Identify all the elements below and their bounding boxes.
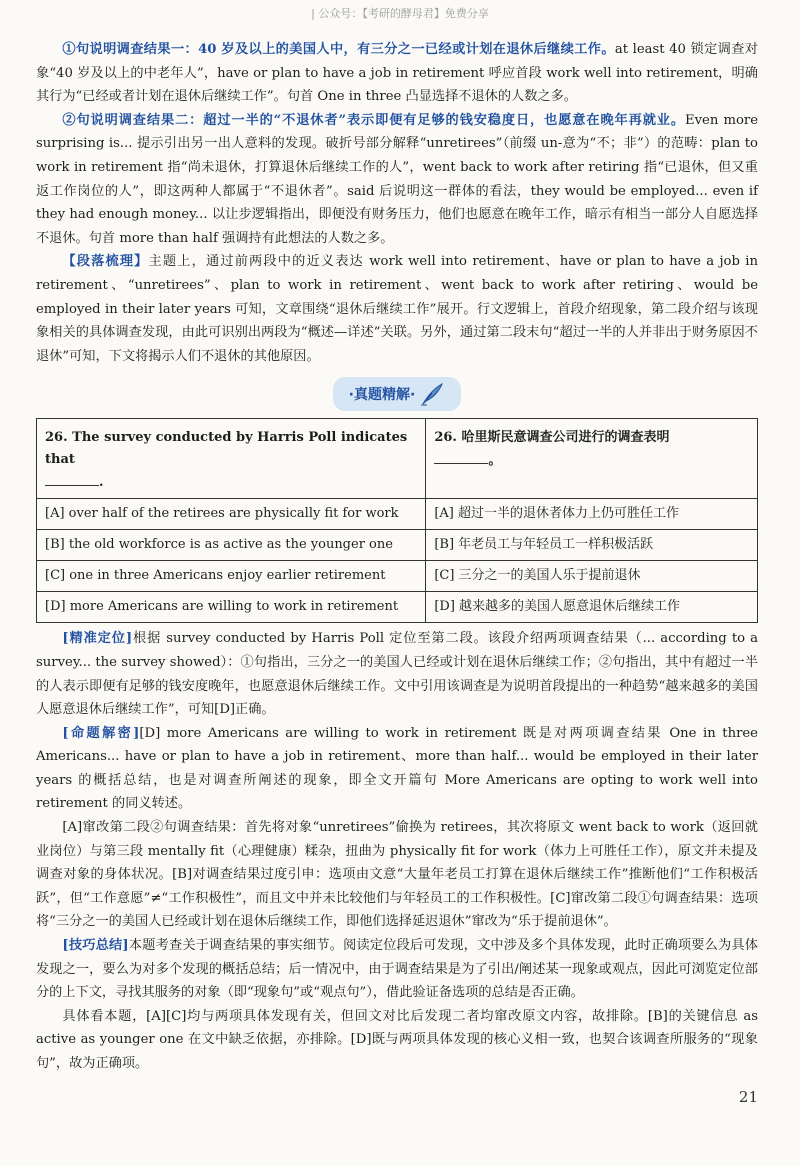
question-stem-row xyxy=(37,419,758,499)
distractor-analysis xyxy=(36,816,758,934)
option-row-a xyxy=(37,499,758,530)
page-number: 21 xyxy=(738,1088,758,1106)
skill-summary xyxy=(36,934,758,1005)
stem-en: 26. The survey conducted by Harris Poll indicates that xyxy=(45,430,408,468)
precise-location xyxy=(36,627,758,721)
skill-tag: [技巧总结] xyxy=(62,938,129,954)
option-c-en: [C] one in three Americans enjoy earlier retirement xyxy=(37,561,426,592)
page-content xyxy=(36,38,758,1076)
option-b-cn: [B] 年老员工与年轻员工一样积极活跃 xyxy=(426,530,758,561)
stem-cn: 26. 哈里斯民意调查公司进行的调查表明 xyxy=(434,430,670,446)
question-decode xyxy=(36,722,758,816)
option-b-en: [B] the old workforce is as active as the younger one xyxy=(37,530,426,561)
answer-blank xyxy=(45,471,99,486)
question-table xyxy=(36,418,758,623)
section-title-text: ·真题精解· xyxy=(348,387,416,404)
option-row-b xyxy=(37,530,758,561)
option-row-d xyxy=(37,592,758,623)
analysis-sentence-2 xyxy=(36,109,758,251)
paragraph-summary xyxy=(36,250,758,368)
conclusion-text: 具体看本题，[A][C]均与两项具体发现有关，但回文对比后发现二者均窜改原文内容，故排除。[B]的关键信息 as active as younger one 在文中缺乏依据，亦排除。[D]既与两项具体发现的核心义相一致，也契合该调查所服务的“现象句”，故为正确项。 xyxy=(36,1008,758,1071)
stem-en-end: . xyxy=(99,475,104,491)
section-title-wrap xyxy=(36,372,758,416)
location-tag: [精准定位] xyxy=(62,631,133,647)
option-a-cn: [A] 超过一半的退休者体力上仍可胜任工作 xyxy=(426,499,758,530)
option-d-en: [D] more Americans are willing to work in retirement xyxy=(37,592,426,623)
summary-tag: 【段落梳理】 xyxy=(62,254,149,270)
distractor-text: [A]窜改第二段②句调查结果：首先将对象“unretirees”偷换为 retirees，其次将原文 went back to work（返回就业岗位）与第三段 mentally fit（心理健康）糅杂，扭曲为 physically fit for work（体力上可胜任工作），原文并未提及调查对象的身体状况。[B]对调查结果过度引申：选项由文意“大量年老员工打算在退休后继续工作”推断他们“工作积极活跃”，但“工作意愿”≠“工作积极性”，而且文中并未比较他们与年轻员工的工作积极性。[C]窜改第二段①句调查结果：选项将“三分之一的美国人已经或计划在退休后继续工作，即他们选择延迟退休”窜改为“乐于提前退休”。 xyxy=(36,820,758,930)
decode-tag: [命题解密] xyxy=(62,725,140,741)
decode-text: [D] more Americans are willing to work in retirement 既是对两项调查结果 One in three Americans... have or plan to have a job in retirement、more than half... would be employed in their later years 的概括总结，也是对调查所阐述的现象，即全文开篇句 More Americans are opting to work well into retirement 的同义转述。 xyxy=(36,725,758,812)
quill-icon xyxy=(419,381,445,407)
option-row-c xyxy=(37,561,758,592)
location-text: 根据 survey conducted by Harris Poll 定位至第二段。该段介绍两项调查结果（... according to a survey... the survey showed）：①句指出，三分之一的美国人已经或计划在退休后继续工作；②句指出，其中有超过一半的人表示即便有足够的钱安度晚年，也愿意退休后继续工作。文中引用该调查是为说明首段提出的一种趋势“越来越多的美国人愿意退休后继续工作”，可知[D]正确。 xyxy=(36,631,759,718)
answer-blank-cn xyxy=(434,449,488,464)
sentence-2-text: Even more surprising is... 提示引出另一出人意料的发现。破折号部分解释“unretirees”（前缀 un-意为“不；非”）的范畴：plan to work in retirement 指“尚未退休，打算退休后继续工作的人”，went back to work after retiring 指“已退休，但又重返工作岗位的人”，即这两种人都属于“不退休者”。said 后说明这一群体的看法，they would be employed... even if they had enough money... 以让步逻辑指出，即便没有财务压力，他们也愿意在晚年工作，暗示有相当一部分人自愿选择不退休。句首 more than half 强调持有此想法的人数之多。 xyxy=(36,112,759,246)
summary-text: 主题上，通过前两段中的近义表达 work well into retirement、have or plan to have a job in retirement、“unretirees”、plan to work in retirement、went back to work after retiring、would be employed in their later years 可知，文章围绕“退休后继续工作”展开。行文逻辑上，首段介绍现象，第二段介绍与该现象相关的具体调查发现，由此可识别出两段为“概述—详述”关联。另外，通过第二段末句“超过一半的人并非出于财务原因不退休”可知，下文将揭示人们不退休的其他原因。 xyxy=(36,254,759,364)
sentence-1-lead: ①句说明调查结果一：40 岁及以上的美国人中，有三分之一已经或计划在退休后继续工作。 xyxy=(62,42,615,57)
conclusion xyxy=(36,1005,758,1076)
skill-text: 本题考查关于调查结果的事实细节。阅读定位段后可发现，文中涉及多个具体发现，此时正确项要么为具体发现之一，要么为对多个发现的概括总结；后一情况中，由于调查结果是为了引出/阐述某一现象或观点，因此可浏览定位部分的上下文，寻找其服务的对象（即“现象句”或“观点句”），借此验证备选项的总结是否正确。 xyxy=(36,938,758,1001)
option-d-cn: [D] 越来越多的美国人愿意退休后继续工作 xyxy=(426,592,758,623)
option-c-cn: [C] 三分之一的美国人乐于提前退休 xyxy=(426,561,758,592)
analysis-sentence-1 xyxy=(36,38,758,109)
header-watermark: | 公众号：【考研的酵母君】免费分享 xyxy=(311,7,489,20)
sentence-2-lead: ②句说明调查结果二：超过一半的“不退休者”表示即便有足够的钱安稳度日，也愿意在晚年再就业。 xyxy=(62,112,685,128)
option-a-en: [A] over half of the retirees are physically fit for work xyxy=(37,499,426,530)
sentence-1-text: at least 40 锁定调查对象“40 岁及以上的中老年人”，have or plan to have a job in retirement 呼应首段 work well into retirement，明确其行为“已经或者计划在退休后继续工作”。句首 One in three 凸显选择不退休的人数之多。 xyxy=(36,42,758,105)
section-title xyxy=(333,377,462,411)
stem-cn-cell xyxy=(426,419,758,499)
stem-cn-end: 。 xyxy=(488,453,502,469)
stem-en-cell xyxy=(37,419,426,499)
